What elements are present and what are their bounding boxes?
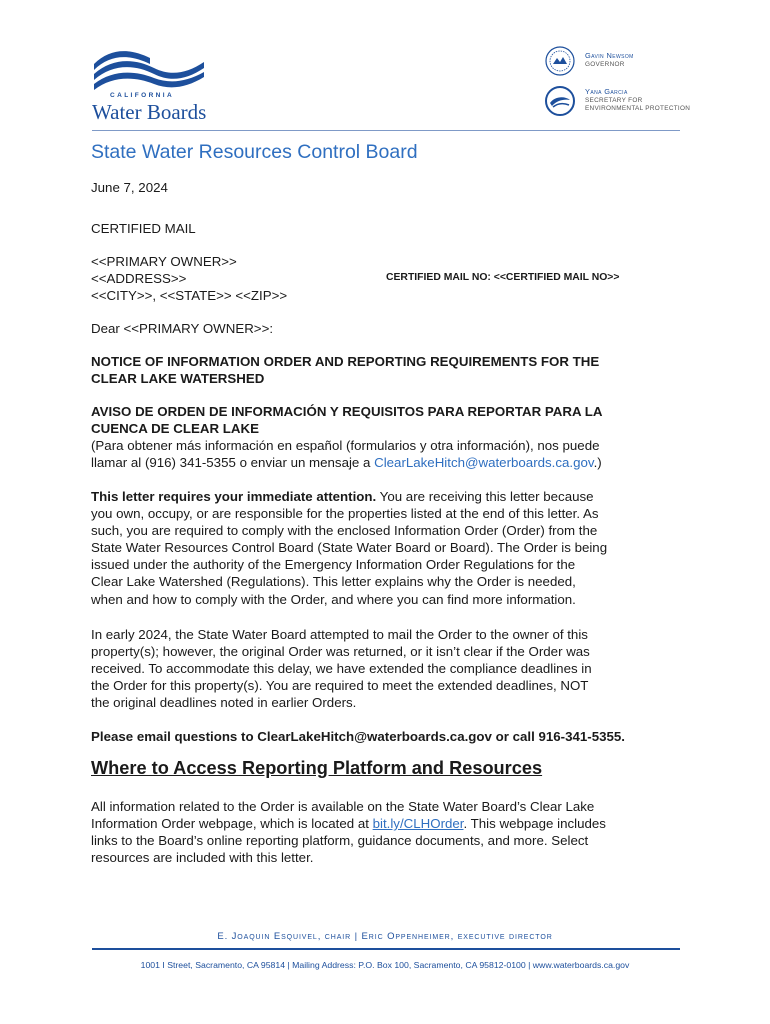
footer-divider [92, 948, 680, 950]
p2-line-3: received. To accommodate this delay, we have extended the compliance deadlines in [91, 661, 592, 677]
aviso-title-line-2: CUENCA DE CLEAR LAKE [91, 421, 259, 437]
certified-mail-label: CERTIFIED MAIL [91, 221, 196, 236]
paragraph-1 [91, 488, 691, 608]
calepa-seal-icon [545, 86, 575, 116]
p3-line-4: resources are included with this letter. [91, 850, 314, 866]
footer-address: 1001 I Street, Sacramento, CA 95814 | Mailing Address: P.O. Box 100, Sacramento, CA 95812-0100 | www.waterboards.ca.gov [140, 960, 630, 970]
p2-line-4: the Order for this property(s). You are required to meet the extended deadlines, NOT [91, 678, 589, 694]
governor-name: Gavin Newsom [585, 51, 634, 60]
p3-line-3: links to the Board’s online reporting platform, guidance documents, and more. Select [91, 833, 589, 849]
p1-line-3: such, you are required to comply with the enclosed Information Order (Order) from the [91, 523, 598, 539]
aviso-title-line-1: AVISO DE ORDEN DE INFORMACIÓN Y REQUISITOS PARA REPORTAR PARA LA [91, 404, 603, 419]
california-seal-icon [545, 46, 575, 76]
notice-title [91, 353, 691, 387]
aviso-text-line-1: (Para obtener más información en español (formularios y otra información), nos puede [91, 438, 600, 454]
aviso-text-2a: llamar al (916) 341-5355 o enviar un mensaje a [91, 455, 375, 471]
aviso-text-line-2 [91, 454, 691, 471]
governor-title: GOVERNOR [585, 60, 625, 68]
salutation: Dear <<PRIMARY OWNER>>: [91, 321, 274, 336]
aviso-text-2b: .) [593, 455, 602, 471]
footer-names: E. Joaquin Esquivel, chair | Eric Oppenheimer, executive director [217, 931, 553, 942]
p2-line-1: In early 2024, the State Water Board attempted to mail the Order to the owner of this [91, 627, 588, 642]
order-webpage-link[interactable]: bit.ly/CLHOrder [372, 816, 464, 832]
header-divider [92, 130, 680, 131]
p2-line-2: property(s); however, the original Order was returned, or it isn’t clear if the Order was [91, 644, 590, 660]
section-heading: Where to Access Reporting Platform and Resources [91, 758, 543, 778]
address-line-2: <<ADDRESS>> [91, 271, 187, 286]
p1-line-2: you own, occupy, or are responsible for the properties listed at the end of this letter. As [91, 506, 599, 522]
p1-line-1-text: You are receiving this letter because [376, 489, 594, 504]
p3-line-1: All information related to the Order is available on the State Water Board’s Clear Lake [91, 799, 595, 814]
secretary-title-1: SECRETARY FOR [585, 96, 643, 104]
paragraph-3 [91, 798, 691, 866]
aviso-email-link[interactable]: ClearLakeHitch@waterboards.ca.gov [374, 455, 594, 471]
certified-mail-number: CERTIFIED MAIL NO: <<CERTIFIED MAIL NO>> [386, 272, 620, 283]
p3-line-2 [91, 815, 691, 832]
secretary-name: Yana Garcia [585, 87, 628, 96]
p1-line-1 [91, 488, 691, 505]
wave-icon [92, 44, 212, 94]
logo-state-text: CALIFORNIA [110, 92, 175, 99]
water-boards-logo [92, 44, 212, 122]
paragraph-2 [91, 626, 691, 711]
p3-line-2a: Information Order webpage, which is located at [91, 816, 373, 832]
p1-line-5: issued under the authority of the Emergency Information Order Regulations for the [91, 557, 576, 573]
p2-line-5: the original deadlines noted in earlier Orders. [91, 695, 357, 711]
p1-line-7: when and how to comply with the Order, and where you can find more information. [91, 591, 576, 607]
secretary-block [585, 88, 690, 114]
logo-name-text: Water Boards [92, 100, 207, 124]
notice-title-line-2: CLEAR LAKE WATERSHED [91, 371, 265, 387]
letter-date: June 7, 2024 [91, 180, 168, 195]
p3-line-2b: . This webpage includes [463, 816, 606, 832]
email-note: Please email questions to ClearLakeHitch@waterboards.ca.gov or call 916-341-5355. [91, 729, 625, 744]
board-name: State Water Resources Control Board [91, 141, 418, 163]
p1-line-4: State Water Resources Control Board (State Water Board or Board). The Order is being [91, 540, 608, 556]
p1-bold-lead: This letter requires your immediate attention. [91, 489, 377, 504]
address-line-1: <<PRIMARY OWNER>> [91, 254, 237, 269]
secretary-title-2: ENVIRONMENTAL PROTECTION [585, 105, 691, 112]
notice-title-line-1: NOTICE OF INFORMATION ORDER AND REPORTING REQUIREMENTS FOR THE [91, 354, 600, 369]
address-line-3: <<CITY>>, <<STATE>> <<ZIP>> [91, 288, 288, 303]
aviso-block [91, 403, 691, 471]
p1-line-6: Clear Lake Watershed (Regulations). This letter explains why the Order is needed, [91, 574, 576, 590]
governor-block [585, 52, 634, 69]
